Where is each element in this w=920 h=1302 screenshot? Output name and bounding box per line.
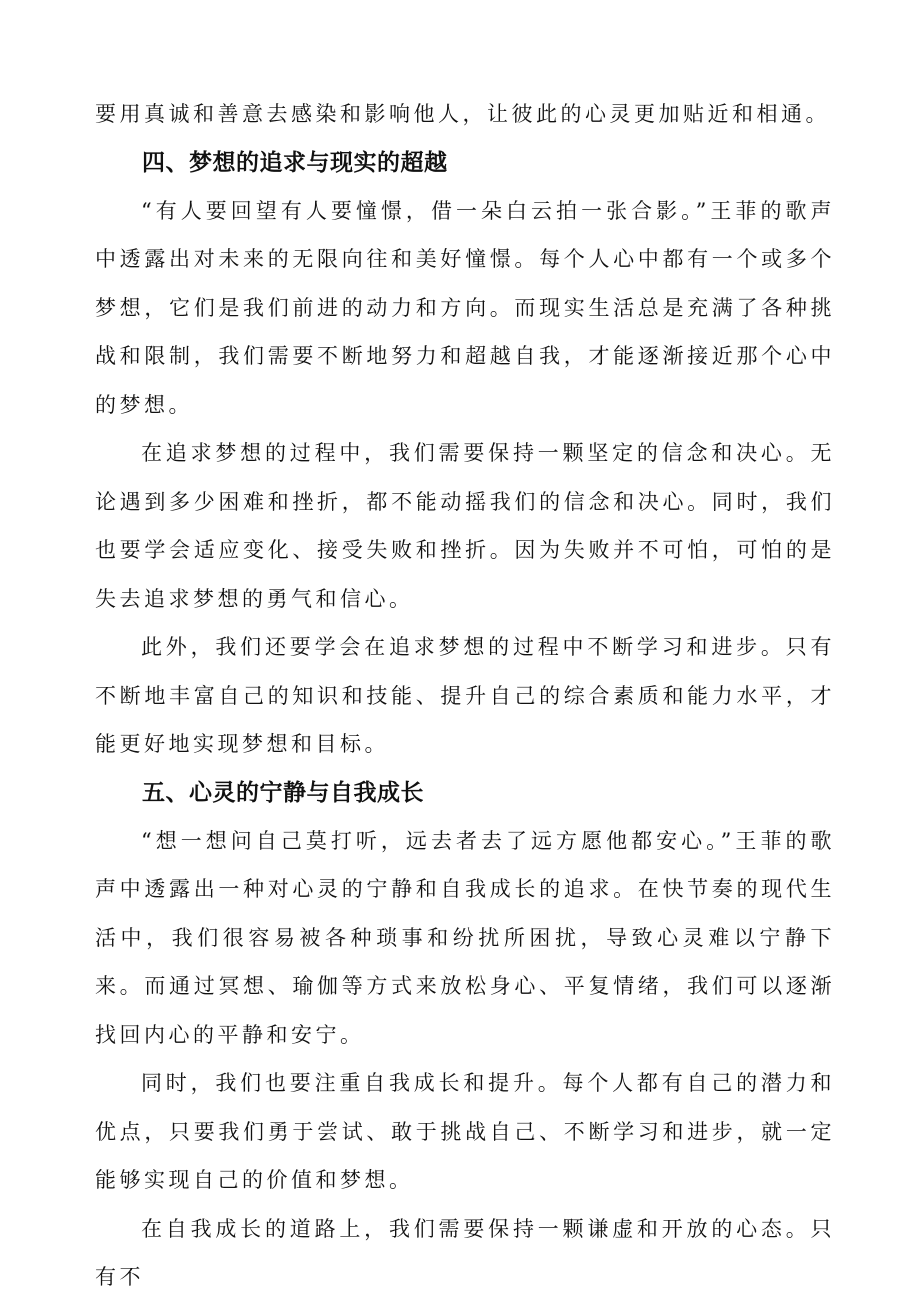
paragraph-learning: 此外，我们还要学会在追求梦想的过程中不断学习和进步。只有不断地丰富自己的知识和技能、提升自己的综合素质和能力水平，才能更好地实现梦想和目标。 <box>95 635 835 756</box>
section-heading-four: 四、梦想的追求与现实的超越 <box>142 149 448 176</box>
paragraph-dream-lyric: “有人要回望有人要憧憬，借一朵白云拍一张合影。”王菲的歌声中透露出对未来的无限向往和美好憧憬。每个人心中都有一个或多个梦想，它们是我们前进的动力和方向。而现实生活总是充满了各种挑战和限制，我们需要不断地努力和超越自我，才能逐渐接近那个心中的梦想。 <box>95 198 835 417</box>
paragraph-pursuit: 在追求梦想的过程中，我们需要保持一颗坚定的信念和决心。无论遇到多少困难和挫折，都不能动摇我们的信念和决心。同时，我们也要学会适应变化、接受失败和挫折。因为失败并不可怕，可怕的是失去追求梦想的勇气和信心。 <box>95 441 835 611</box>
document-body <box>95 90 835 1302</box>
paragraph-calm-lyric: “想一想问自己莫打听，远去者去了远方愿他都安心。”王菲的歌声中透露出一种对心灵的宁静和自我成长的追求。在快节奏的现代生活中，我们很容易被各种琐事和纷扰所困扰，导致心灵难以宁静下来。而通过冥想、瑜伽等方式来放松身心、平复情绪，我们可以逐渐找回内心的平静和安宁。 <box>95 828 835 1047</box>
paragraph-self-growth: 同时，我们也要注重自我成长和提升。每个人都有自己的潜力和优点，只要我们勇于尝试、敢于挑战自己、不断学习和进步，就一定能够实现自己的价值和梦想。 <box>95 1071 835 1192</box>
paragraph-humility: 在自我成长的道路上，我们需要保持一颗谦虚和开放的心态。只有不 <box>95 1216 835 1289</box>
paragraph-continuation: 要用真诚和善意去感染和影响他人，让彼此的心灵更加贴近和相通。 <box>95 102 830 126</box>
section-heading-five: 五、心灵的宁静与自我成长 <box>142 779 424 806</box>
